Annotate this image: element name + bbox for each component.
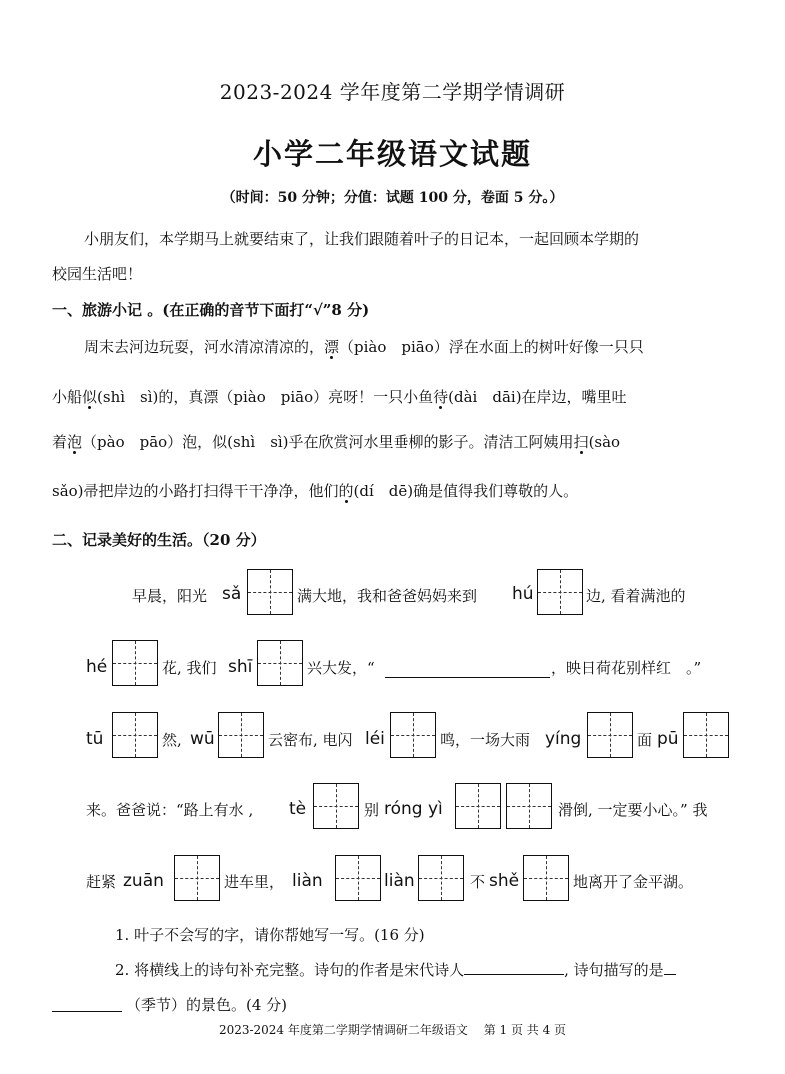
pinyin-label: hé: [86, 657, 108, 677]
s2-text: 云密布, 电闪: [268, 731, 353, 749]
writing-box[interactable]: [418, 855, 464, 901]
s2-text: 不: [470, 873, 486, 891]
question-2-text: , 诗句描写的是: [564, 961, 664, 979]
writing-box[interactable]: [112, 712, 158, 758]
s1-target-char: 的: [338, 482, 354, 500]
s2-text: 边, 看着满池的: [586, 587, 686, 605]
s1-text: 着: [52, 433, 68, 451]
writing-box[interactable]: [313, 783, 359, 829]
s1-line-4: [52, 481, 578, 501]
s1-target-char: 似: [82, 388, 98, 406]
s1-line-1: [84, 337, 644, 357]
intro-line-1: 小朋友们，本学期马上就要结束了，让我们跟随着叶子的日记本，一起回顾本学期的: [84, 230, 640, 248]
writing-box[interactable]: [257, 640, 303, 686]
writing-box[interactable]: [112, 640, 158, 686]
s1-text: 小船: [52, 388, 83, 406]
writing-box[interactable]: [587, 712, 633, 758]
writing-box[interactable]: [537, 569, 583, 615]
poet-answer-line[interactable]: [464, 960, 564, 975]
pinyin-label: liàn: [384, 871, 415, 891]
s1-pinyin-choice[interactable]: （piào piāo）浮在水面上的树叶好像一只只: [339, 338, 644, 356]
pinyin-label: liàn: [292, 871, 323, 891]
s1-line-2: [52, 387, 627, 407]
pinyin-label: wū: [190, 729, 215, 749]
page-footer: 2023-2024 年度第二学期学情调研二年级语文 第 1 页 共 4 页: [218, 1023, 567, 1037]
pinyin-label: róng yì: [384, 799, 443, 819]
question-2: [115, 960, 676, 980]
section-1-title: 一、旅游小记 。(在正确的音节下面打“√”8 分): [52, 301, 370, 319]
exam-info: （时间：50 分钟；分值：试题 100 分，卷面 5 分。）: [221, 190, 564, 206]
s2-text: 然,: [162, 731, 182, 749]
s2-text: 地离开了金平湖。: [573, 873, 694, 891]
writing-box[interactable]: [390, 712, 436, 758]
pinyin-label: léi: [365, 729, 385, 749]
s2-text: 面: [637, 731, 653, 749]
section-2-title: 二、记录美好的生活。（20 分）: [52, 531, 266, 549]
page-title: 小学二年级语文试题: [252, 137, 532, 171]
question-1: 1. 叶子不会写的字，请你帮她写一写。(16 分): [115, 926, 425, 944]
pinyin-label: shī: [228, 657, 253, 677]
writing-box[interactable]: [218, 712, 264, 758]
season-answer-line-start[interactable]: [664, 960, 676, 975]
writing-box[interactable]: [506, 783, 552, 829]
year-line: 2023-2024 学年度第二学期学情调研: [219, 80, 566, 104]
s2-text: 进车里，: [224, 873, 285, 891]
s2-text: 来。爸爸说：“路上有水 ,: [86, 801, 254, 819]
question-2-text: 2. 将横线上的诗句补充完整。诗句的作者是宋代诗人: [115, 961, 465, 979]
s2-text: 滑倒, 一定要小心。” 我: [558, 801, 708, 819]
s2-text: 别: [364, 801, 380, 819]
poem-answer-line[interactable]: [385, 676, 550, 678]
pinyin-label: shě: [489, 871, 520, 891]
s1-line-3: [52, 432, 620, 452]
writing-box[interactable]: [247, 569, 293, 615]
s1-target-char: 待: [433, 388, 449, 406]
s2-text: 兴大发，“: [307, 659, 375, 677]
s1-pinyin-choice[interactable]: (sào: [588, 433, 621, 451]
s1-pinyin-choice[interactable]: （pào pāo）泡，似(shì sì)乎在欣赏河水里垂柳的影子。清洁工阿姨用: [82, 433, 574, 451]
s2-text: 赶紧: [86, 873, 117, 891]
s2-text: 早晨，阳光: [132, 587, 208, 605]
writing-box[interactable]: [174, 855, 220, 901]
s2-text: ，映日荷花别样红 。”: [551, 659, 702, 677]
pinyin-label: pū: [657, 729, 679, 749]
s1-target-char: 扫: [573, 433, 589, 451]
s1-pinyin-choice[interactable]: (shì sì)的，真漂（piào piāo）亮呀！一只小鱼: [97, 388, 434, 406]
season-answer-line[interactable]: [52, 1010, 122, 1012]
pinyin-label: tè: [289, 799, 307, 819]
s1-pinyin-choice[interactable]: sǎo)帚把岸边的小路打扫得干干净净，他们: [52, 482, 339, 500]
s2-text: 花, 我们: [162, 659, 217, 677]
writing-box[interactable]: [455, 783, 501, 829]
pinyin-label: hú: [512, 584, 534, 604]
pinyin-label: tū: [86, 729, 104, 749]
pinyin-label: sǎ: [222, 584, 242, 604]
writing-box[interactable]: [335, 855, 381, 901]
pinyin-label: zuān: [123, 871, 164, 891]
s2-text: 满大地，我和爸爸妈妈来到: [297, 587, 478, 605]
s1-text: 周末去河边玩耍，河水清凉清凉的，: [84, 338, 325, 356]
s1-pinyin-choice[interactable]: (dài dāi)在岸边，嘴里吐: [448, 388, 627, 406]
s1-target-char: 泡: [67, 433, 83, 451]
writing-box[interactable]: [523, 855, 569, 901]
intro-line-2: 校园生活吧！: [52, 265, 143, 283]
s1-pinyin-choice[interactable]: (dí dē)确是值得我们尊敬的人。: [353, 482, 579, 500]
question-2-cont: （季节）的景色。(4 分): [126, 996, 288, 1014]
s2-text: 鸣，一场大雨: [440, 731, 531, 749]
pinyin-label: yíng: [545, 729, 582, 749]
s1-target-char: 漂: [324, 338, 340, 356]
writing-box[interactable]: [683, 712, 729, 758]
